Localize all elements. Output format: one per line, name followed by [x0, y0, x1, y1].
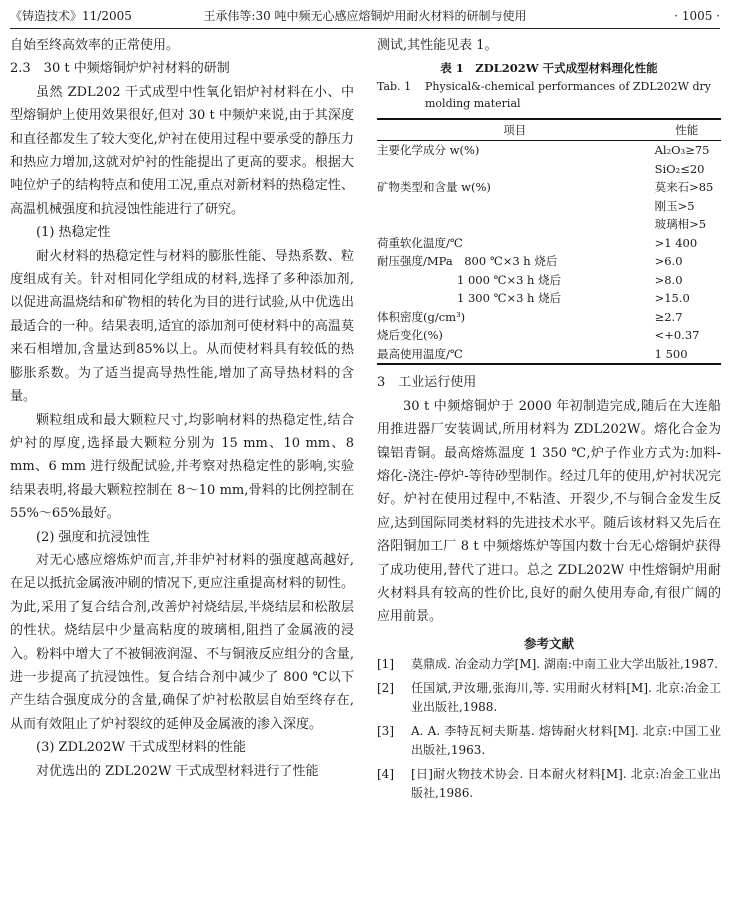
table-cell-item: 烧后变化(%): [377, 328, 443, 343]
table-cell-value: >8.0: [654, 272, 683, 287]
table-row: [377, 178, 721, 234]
table-cell-value: <+0.37: [654, 328, 700, 343]
reference-text: [日]耐火物技术协会. 日本耐火材料[M]. 北京:冶金工业出版社,1986.: [411, 766, 721, 800]
reference-text: 莫鼎成. 冶金动力学[M]. 湖南:中南工业大学出版社,1987.: [411, 656, 719, 671]
table-cell-value: 1 500: [653, 345, 721, 365]
table-cell-value: >15.0: [654, 291, 690, 306]
table-row: [377, 308, 721, 327]
right-column: [377, 34, 721, 808]
table-caption-en-number: Tab. 1: [377, 80, 412, 94]
paragraph: 测试,其性能见表 1。: [377, 38, 498, 53]
page-number: · 1005 ·: [674, 9, 720, 23]
paragraph: 对无心感应熔炼炉而言,并非炉衬材料的强度越高越好,在足以抵抗金属液冲刷的情况下,更应注重提高材料的韧性。为此,采用了复合结合剂,改善炉衬烧结层,半烧结层和松散层的性状。烧结层中少量高粘度的玻璃相,阻挡了金属液的浸入。粉料中增大了不被铜液润湿、不与铜液反应组分的含量,进一步提高了抗浸蚀性。复合结合剂中减少了 800 ℃以下产生结合强度成分的含量,确保了炉衬松散层自始至终存在,从而有效阻止了炉衬裂纹的延伸及金属液的渗入深度。: [10, 552, 354, 732]
table-header-performance: 性能: [653, 119, 721, 141]
left-column: [10, 34, 354, 783]
reference-item: [377, 722, 721, 760]
paragraph: 颗粒组成和最大颗粒尺寸,均影响材料的热稳定性,结合炉衬的厚度,选择最大颗粒分别为 15 mm、10 mm、8 mm、6 mm 进行级配试验,并考察对热稳定性的影响,实验结果表明,将最大颗粒控制在 8～10 mm,骨料的比例控制在 55%～65%最好。: [10, 412, 354, 522]
paragraph: 30 t 中频熔铜炉于 2000 年初制造完成,随后在大连船用推进器厂安装调试,所用材料为 ZDL202W。熔化合金为镍铝青铜。最高熔炼温度 1 350 ℃,炉子作业方式为:加料-熔化-浇注-停炉-等待砂型制作。经过几年的使用,炉衬状况完好。炉衬在使用过程中,不粘渣、开裂少,不与铜合金发生反应,达到国际同类材料的先进技术水平。随后该材料又先后在洛阳铜加工厂 8 t 中频熔炼炉等国内数十台无心熔铜炉获得了成功使用,替代了进口。总之 ZDL202W 中性熔铜炉用耐火材料具有较高的性价比,良好的耐久使用寿命,有很广阔的应用前景。: [377, 398, 721, 625]
table-cell-item: 1 300 ℃×3 h 烧后: [457, 291, 562, 306]
table-cell-value: 莫来石>85 刚玉>5 玻璃相>5: [654, 180, 714, 232]
table-cell-item: 耐压强度/MPa 800 ℃×3 h 烧后: [377, 254, 558, 269]
article-running-title: 王承伟等:30 吨中频无心感应熔铜炉用耐火材料的研制与使用: [203, 9, 527, 23]
paragraph: 对优选出的 ZDL202W 干式成型材料进行了性能: [36, 763, 319, 779]
table-cell-value: Al₂O₃≥75 SiO₂≤20: [654, 143, 721, 176]
table-row: [377, 326, 721, 345]
table-row: [377, 271, 721, 290]
section-heading-3: 3 工业运行使用: [377, 375, 477, 391]
table-cell-value: >6.0: [654, 254, 683, 269]
references-list: [377, 655, 721, 803]
table-caption-en: [377, 78, 721, 112]
table-cell-value: ≥2.7: [654, 309, 683, 324]
table-caption-cn: 表 1 ZDL202W 干式成型材料理化性能: [440, 61, 658, 76]
table-row: [377, 289, 721, 308]
paragraph: 虽然 ZDL202 干式成型中性氧化铝炉衬材料在小、中型熔铜炉上使用效果很好,但对 30 t 中频炉来说,由于其深度和直径都发生了较大变化,炉衬在使用过程中要承受的静压力和热应力增加,这就对炉衬的性能提出了更高的要求。根据大吨位炉子的结构特点和使用工况,重点对新材料的热稳定性、高温机械强度和抗浸蚀性能进行了研究。: [10, 84, 354, 217]
table-cell-item: 1 000 ℃×3 h 烧后: [457, 272, 562, 287]
subheading-thermal-stability: (1) 热稳定性: [36, 225, 111, 241]
table-cell-item: 主要化学成分 w(%): [377, 143, 480, 158]
reference-text: A. A. 李特瓦柯夫斯基. 熔铸耐火材料[M]. 北京:中国工业出版社,1963.: [411, 723, 721, 757]
reference-item: [377, 655, 721, 674]
subheading-strength: (2) 强度和抗浸蚀性: [36, 529, 150, 545]
reference-text: 任国斌,尹汝珊,张海川,等. 实用耐火材料[M]. 北京:冶金工业出版社,1988.: [411, 680, 721, 714]
running-header: [10, 6, 720, 29]
table-cell-item: 体积密度(g/cm³): [377, 309, 466, 324]
journal-name: 《铸造技术》11/2005: [10, 9, 132, 23]
paragraph: 自始至终高效率的正常使用。: [10, 38, 180, 53]
table-row: [377, 141, 721, 179]
table-row: [377, 345, 721, 365]
reference-number: [4]: [377, 766, 394, 781]
section-heading-2-3: 2.3 30 t 中频熔铜炉炉衬材料的研制: [10, 61, 230, 77]
table-cell-item: 矿物类型和含量 w(%): [377, 180, 491, 195]
reference-item: [377, 679, 721, 717]
table-caption-en-text: Physical&-chemical performances of ZDL202W dry molding material: [425, 80, 711, 111]
reference-item: [377, 765, 721, 803]
references-title: 参考文献: [523, 635, 574, 651]
reference-number: [3]: [377, 723, 394, 738]
table-header-item: 项目: [377, 119, 653, 141]
table-row: [377, 252, 721, 271]
paragraph: 耐火材料的热稳定性与材料的膨胀性能、导热系数、粒度组成有关。针对相同化学组成的材料,选择了多种添加剂,以促进高温烧结和矿物相的转化为目的进行试验,从中优选出最适合的一种。结果表明,适宜的添加剂可使材料中的高温莫来石相增加,含量达到85%以上。从而使材料具有较低的热膨胀系数。为了适当提高导热性能,增加了高导热材料的含量。: [10, 248, 354, 405]
properties-table: [377, 118, 721, 365]
table-cell-item: 最高使用温度/℃: [377, 345, 653, 365]
subheading-material-performance: (3) ZDL202W 干式成型材料的性能: [36, 740, 246, 756]
table-cell-value: >1 400: [654, 235, 698, 250]
reference-number: [2]: [377, 680, 394, 695]
table-row: [377, 234, 721, 253]
table-cell-item: 荷重软化温度/℃: [377, 235, 463, 250]
reference-number: [1]: [377, 656, 394, 671]
